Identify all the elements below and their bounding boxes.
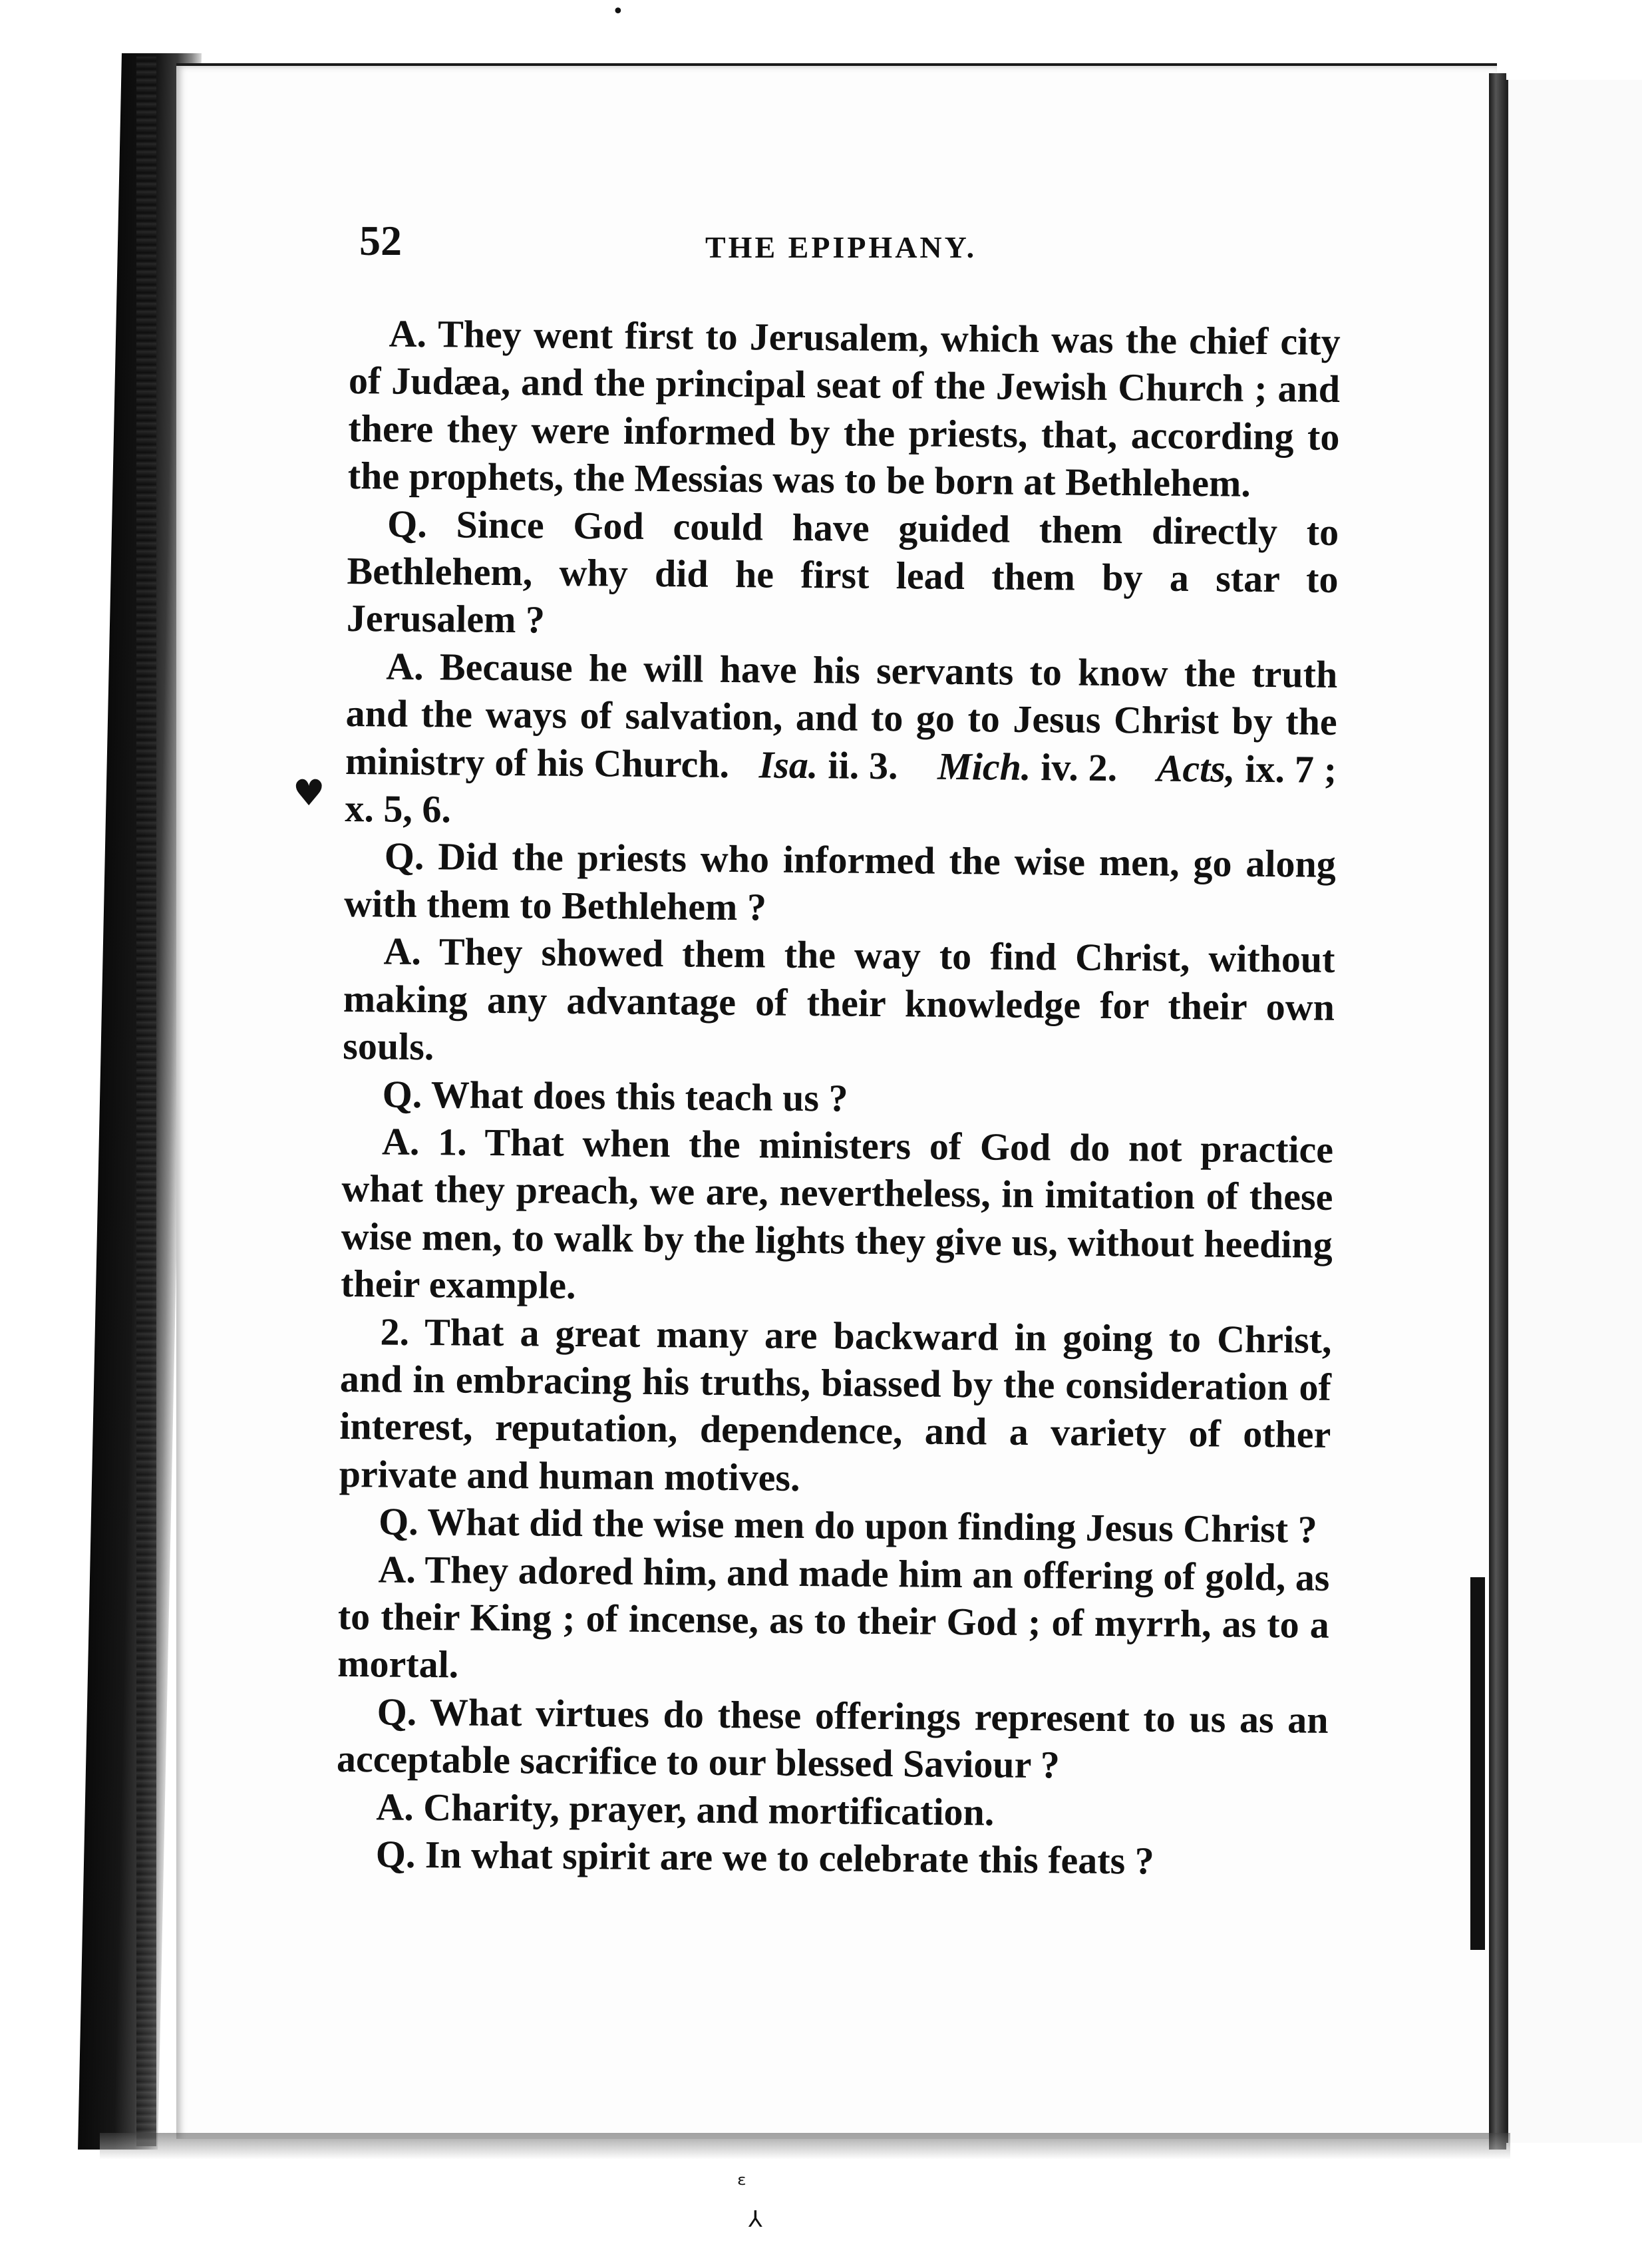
paragraph-question bbox=[339, 1497, 1331, 1553]
page-edge-tab bbox=[1470, 1577, 1485, 1950]
paragraph-question bbox=[342, 1069, 1334, 1125]
page-stack-edge bbox=[136, 57, 156, 2146]
paragraph-text: That a great many are backward in going to Christ, and in embracing his truths, biassed by the consideration of interest, reputation, dependence, and a variety of other private and human motives. bbox=[339, 1310, 1332, 1499]
paragraph-prefix: Q. bbox=[382, 1071, 422, 1116]
paragraph-answer bbox=[348, 309, 1341, 508]
paragraph-text: Charity, prayer, and mortification. bbox=[422, 1785, 995, 1834]
paragraph-prefix: Q. bbox=[387, 502, 428, 546]
paragraph-question bbox=[347, 500, 1339, 651]
paragraph-text: What does this teach us ? bbox=[430, 1072, 848, 1120]
paragraph-prefix: 2. bbox=[380, 1309, 410, 1354]
paragraph-question bbox=[337, 1688, 1329, 1792]
paragraph-question bbox=[335, 1830, 1327, 1886]
paragraph-answer bbox=[336, 1783, 1328, 1839]
paragraph-text: In what spirit are we to celebrate this feats ? bbox=[424, 1833, 1155, 1883]
right-page-edge bbox=[1489, 73, 1506, 2150]
paragraph-text: That when the ministers of God do not practice what they preach, we are, nevertheless, in imitation of these wise men, to walk by the lights they give us, without heeding their example. bbox=[340, 1120, 1334, 1308]
paragraph-text: They adored him, and made him an offering of gold, as to their King ; of incense, as to their God ; of myrrh, as to a mortal. bbox=[337, 1547, 1330, 1686]
paragraph-text: Since God could have guided them directly to Bethlehem, why did he first lead them by a star to Jerusalem ? bbox=[346, 502, 1339, 642]
ink-speck: ⅄ bbox=[748, 2206, 762, 2233]
paragraph-text: They showed them the way to find Christ, without making any advantage of their knowledge for their own souls. bbox=[343, 930, 1335, 1069]
paragraph-prefix: A. bbox=[389, 311, 427, 356]
scripture-reference-book: Mich. bbox=[937, 744, 1031, 789]
paragraph-text: Because he will have his servants to know the truth and the ways of salvation, and to go to Jesus Christ by the ministry of his Church. bbox=[345, 645, 1338, 786]
bottom-shadow bbox=[100, 2133, 1510, 2160]
paragraph-text: What virtues do these offerings represent to us as an acceptable sacrifice to our blessed Saviour ? bbox=[336, 1690, 1329, 1787]
scripture-reference-book: Acts, bbox=[1156, 746, 1235, 791]
paragraph-prefix: A. bbox=[383, 929, 422, 974]
facing-page-margin bbox=[1506, 80, 1642, 2143]
paragraph-question bbox=[344, 832, 1336, 936]
paragraph-text: Did the priests who informed the wise men, go along with them to Bethlehem ? bbox=[343, 835, 1337, 929]
running-head: THE EPIPHANY. bbox=[705, 230, 977, 264]
ink-bullet-mark: ♥ bbox=[293, 772, 325, 814]
ink-speck: ᵋ bbox=[737, 2170, 747, 2200]
paragraph-answer bbox=[343, 927, 1335, 1078]
page-header bbox=[359, 216, 1357, 276]
paragraph-prefix: Q. bbox=[377, 1690, 417, 1734]
paragraph-answer bbox=[341, 1117, 1333, 1316]
paragraph-answer-continued bbox=[339, 1307, 1331, 1506]
paragraph-prefix: A. 1. bbox=[381, 1119, 468, 1164]
paragraph-answer bbox=[345, 642, 1337, 841]
paragraph-prefix: Q. bbox=[375, 1832, 416, 1876]
ink-speck: • bbox=[612, 0, 624, 23]
paragraph-prefix: A. bbox=[386, 644, 424, 688]
paragraph-text: What did the wise men do upon finding Jesus Christ ? bbox=[426, 1500, 1317, 1551]
page-number: 52 bbox=[359, 217, 402, 264]
scripture-reference-cite: ix. 7 ; x. 5, 6. bbox=[345, 747, 1337, 831]
scripture-reference-cite: iv. 2. bbox=[1041, 745, 1118, 789]
body-text bbox=[335, 309, 1341, 1886]
scripture-reference-book: Isa. bbox=[758, 743, 818, 787]
paragraph-prefix: A. bbox=[376, 1785, 414, 1829]
paragraph-prefix: Q. bbox=[378, 1499, 419, 1544]
paragraph-prefix: A. bbox=[378, 1547, 416, 1591]
paragraph-text: They went first to Jerusalem, which was the chief city of Judæa, and the principal seat of the Jewish Church ; and there they were informed by the priests, that, according to the prophets, the Messias was to be born at Bethlehem. bbox=[347, 312, 1341, 506]
paragraph-prefix: Q. bbox=[384, 834, 424, 878]
paragraph-answer bbox=[337, 1545, 1330, 1696]
scripture-reference-cite: ii. 3. bbox=[828, 743, 898, 787]
